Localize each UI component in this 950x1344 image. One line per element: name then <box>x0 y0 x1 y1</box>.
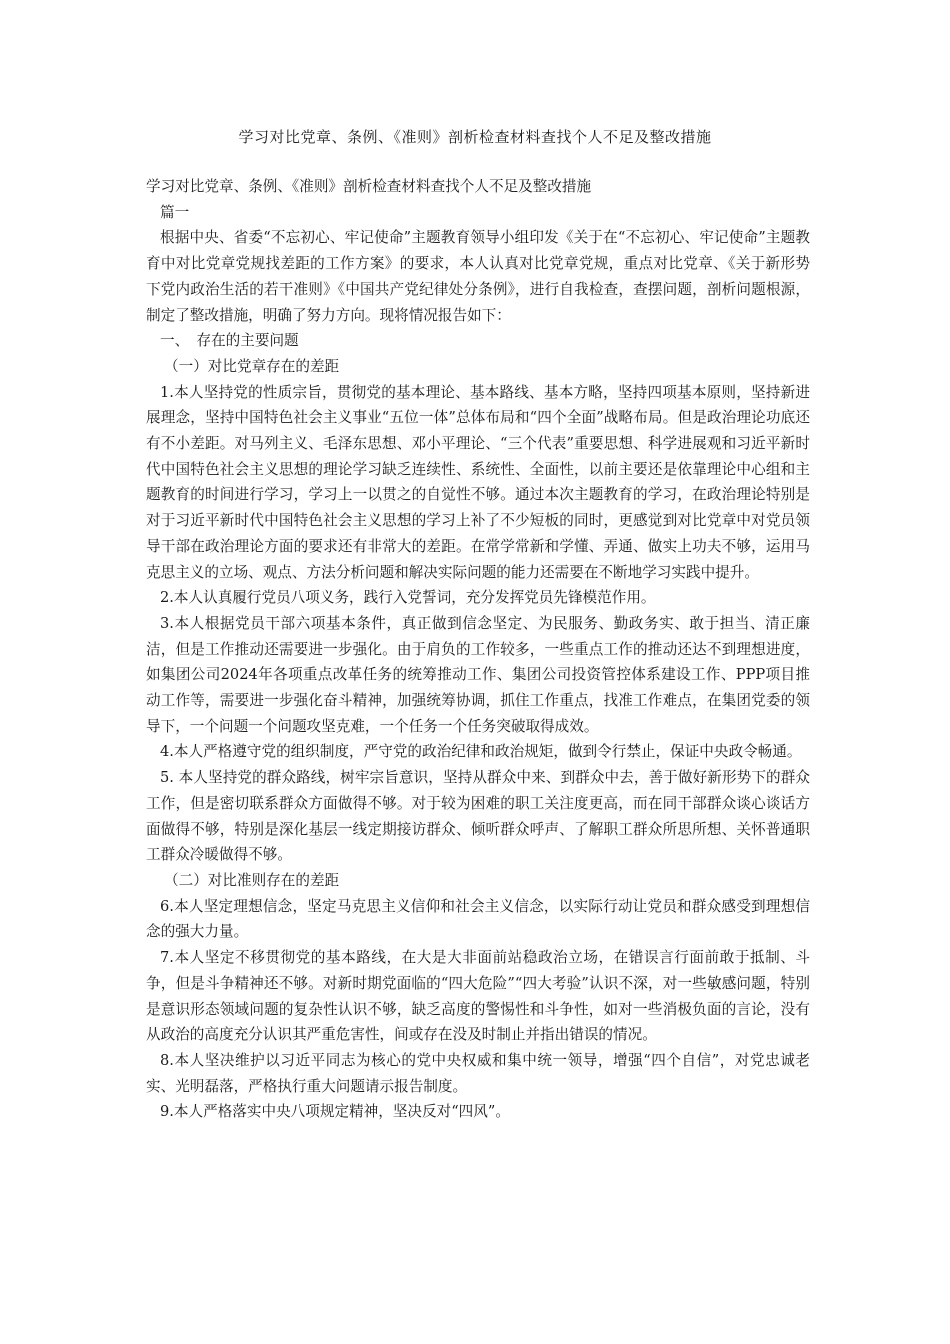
section-heading-main-problems: 一、 存在的主要问题 <box>160 332 299 350</box>
subsection-heading-guidelines: （二）对比准则存在的差距 <box>164 871 340 889</box>
paragraph-item-7: 7.本人坚定不移贯彻党的基本路线，在大是大非面前站稳政治立场，在错误言行面前敢于抵制、斗争，但是斗争精神还不够。对新时期党面临的“四大危险”“四大考验”认识不深，对一些敏感问题，特别是意识形态领域问题的复杂性认识不够，缺乏高度的警惕性和斗争性，如对一些消极负面的言论，没有从政治的高度充分认识其严重危害性，间或存在没及时制止并指出错误的情况。 <box>146 949 810 1044</box>
paragraph-item-2: 2.本人认真履行党员八项义务，践行入党誓词，充分发挥党员先锋模范作用。 <box>160 589 656 607</box>
document-title: 学习对比党章、条例、《准则》剖析检查材料查找个人不足及整改措施 <box>238 128 712 146</box>
document-body <box>146 174 810 1125</box>
paragraph-item-1: 1.本人坚持党的性质宗旨，贯彻党的基本理论、基本路线、基本方略，坚持四项基本原则，坚持新进展理念，坚持中国特色社会主义事业“五位一体”总体布局和“四个全面”战略布局。但是政治理论功底还有不小差距。对马列主义、毛泽东思想、邓小平理论、“三个代表”重要思想、科学进展观和习近平新时代中国特色社会主义思想的理论学习缺乏连续性、系统性、全面性，以前主要还是依靠理论中心组和主题教育的时间进行学习，学习上一以贯之的自觉性不够。通过本次主题教育的学习，在政治理论特别是对于习近平新时代中国特色社会主义思想的学习上补了不少短板的同时，更感觉到对比党章中对党员领导干部在政治理论方面的要求还有非常大的差距。在常学常新和学懂、弄通、做实上功夫不够，运用马克思主义的立场、观点、方法分析问题和解决实际问题的能力还需要在不断地学习实践中提升。 <box>146 383 810 581</box>
paragraph-item-3: 3.本人根据党员干部六项基本条件，真正做到信念坚定、为民服务、勤政务实、敢于担当、清正廉洁，但是工作推动还需要进一步强化。由于肩负的工作较多，一些重点工作的推动还达不到理想进度，如集团公司2024年各项重点改革任务的统筹推动工作、集团公司投资管控体系建设工作、PPP项目推动工作等，需要进一步强化奋斗精神，加强统筹协调，抓住工作重点，找准工作难点，在集团党委的领导下，一个问题一个问题攻坚克难，一个任务一个任务突破取得成效。 <box>146 614 810 735</box>
paragraph-item-5: 5. 本人坚持党的群众路线，树牢宗旨意识，坚持从群众中来、到群众中去，善于做好新形势下的群众工作，但是密切联系群众方面做得不够。对于较为困难的职工关注度更高，而在同干部群众谈心谈话方面做得不够，特别是深化基层一线定期接访群众、倾听群众呼声、了解职工群众所思所想、关怀普通职工群众冷暖做得不够。 <box>146 769 810 864</box>
paragraph-item-8: 8.本人坚决维护以习近平同志为核心的党中央权威和集中统一领导，增强“四个自信”，对党忠诚老实、光明磊落，严格执行重大问题请示报告制度。 <box>146 1051 810 1095</box>
document-subtitle: 学习对比党章、条例、《准则》剖析检查材料查找个人不足及整改措施 <box>146 178 592 195</box>
subsection-heading-party-constitution: （一）对比党章存在的差距 <box>164 357 340 375</box>
intro-paragraph: 根据中央、省委“不忘初心、牢记使命”主题教育领导小组印发《关于在“不忘初心、牢记使命”主题教育中对比党章党规找差距的工作方案》的要求，本人认真对比党章党规，重点对比党章、《关于新形势下党内政治生活的若干准则》《中国共产党纪律处分条例》，进行自我检查，查摆问题，剖析问题根源，制定了整改措施，明确了努力方向。现将情况报告如下： <box>146 229 810 324</box>
part-label: 篇一 <box>160 203 190 221</box>
paragraph-item-6: 6.本人坚定理想信念，坚定马克思主义信仰和社会主义信念，以实际行动让党员和群众感受到理想信念的强大力量。 <box>146 897 810 941</box>
paragraph-item-9: 9.本人严格落实中央八项规定精神，坚决反对“四风”。 <box>160 1103 510 1121</box>
paragraph-item-4: 4.本人严格遵守党的组织制度，严守党的政治纪律和政治规矩，做到令行禁止，保证中央政令畅通。 <box>160 743 802 761</box>
